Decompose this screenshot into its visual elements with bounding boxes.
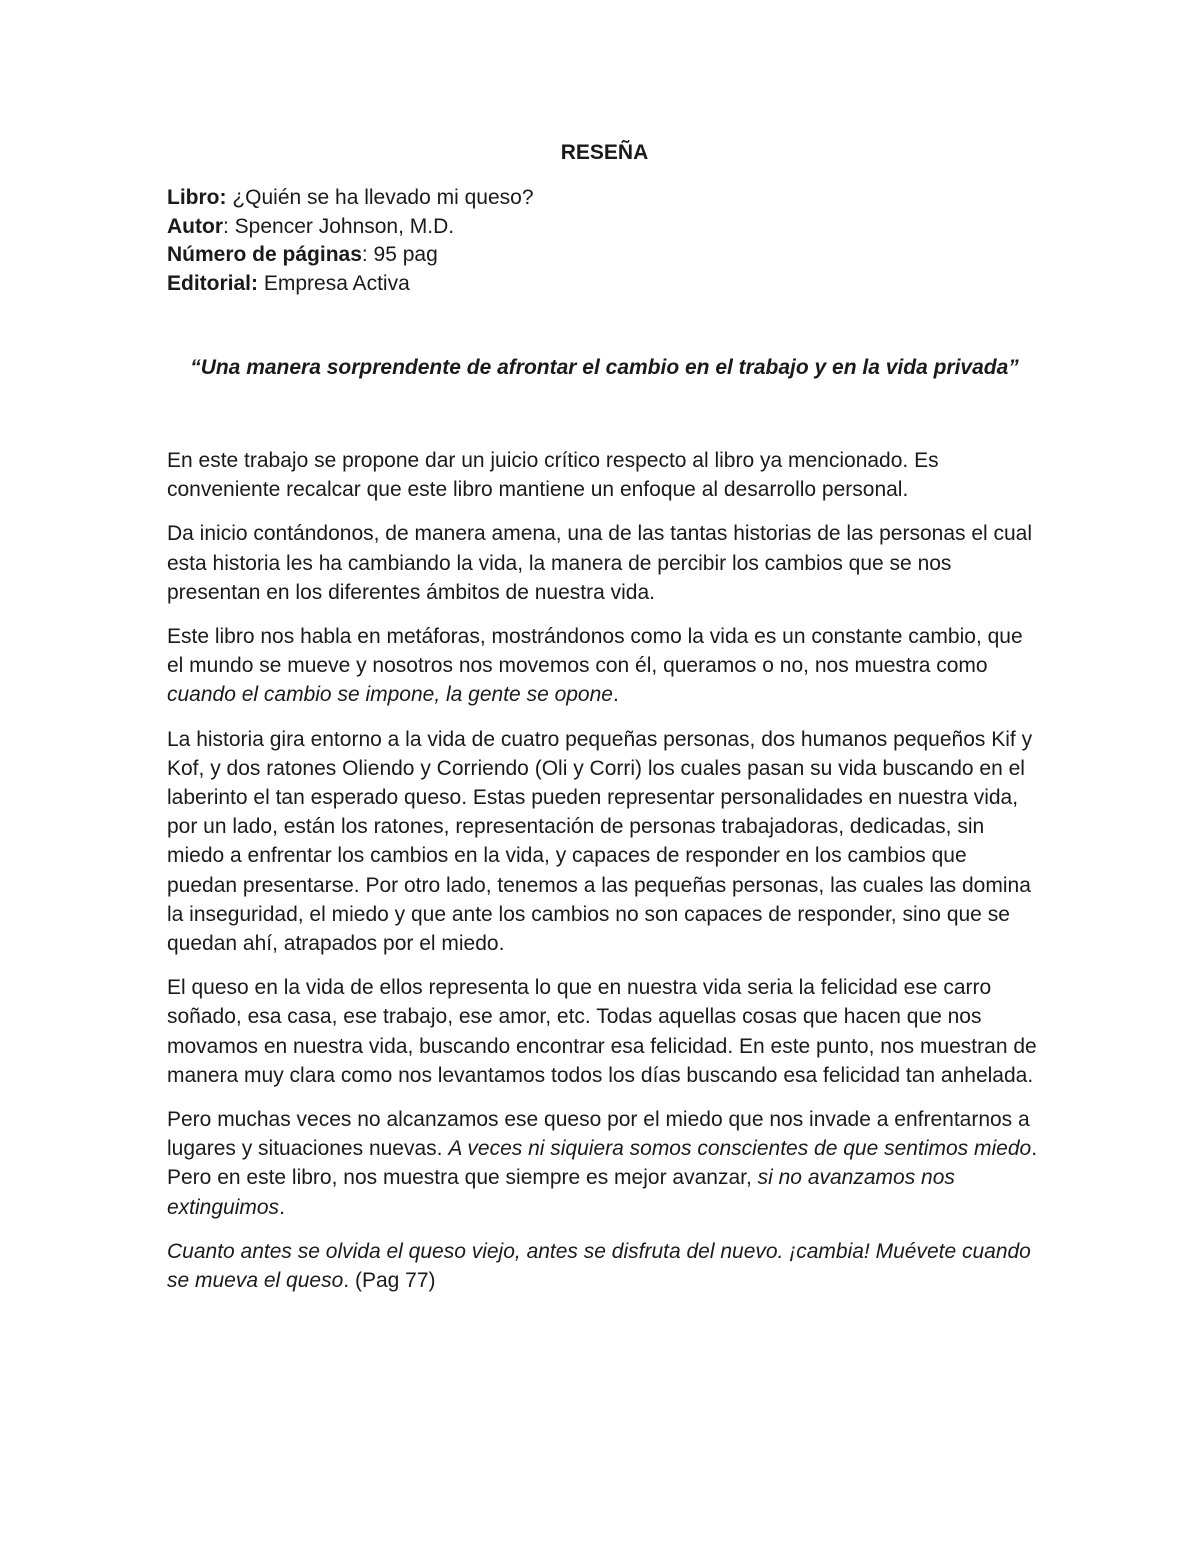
review-body: [167, 446, 1042, 1295]
author-label: Autor: [167, 214, 223, 238]
paragraph-3-end: .: [612, 683, 619, 707]
paragraph-2: Da inicio contándonos, de manera amena, una de las tantas historias de las personas el cual esta historia les ha cambiando la vida, la manera de percibir los cambios que se nos presentan en los diferentes ámbitos de nuestra vida.: [167, 522, 1033, 604]
paragraph-6-end: .: [279, 1195, 285, 1219]
book-metadata: [167, 184, 1042, 298]
paragraph-4: La historia gira entorno a la vida de cuatro pequeñas personas, dos humanos pequeños Kif y Kof, y dos ratones Oliendo y Corriendo (Oli y Corri) los cuales pasan su vida buscando en el laberinto el tan esperado queso. Estas pueden representar personalidades en nuestra vida, por un lado, están los ratones, representación de personas trabajadoras, dedicadas, sin miedo a enfrentar los cambios en la vida, y capaces de responder en los cambios que puedan presentarse. Por otro lado, tenemos a las pequeñas personas, las cuales las domina la inseguridad, el miedo y que ante los cambios no son capaces de responder, sino que se quedan ahí, atrapados por el miedo.: [167, 727, 1033, 956]
paragraph-1: En este trabajo se propone dar un juicio crítico respecto al libro ya mencionado. Es conveniente recalcar que este libro mantiene un enfoque al desarrollo personal.: [167, 449, 939, 502]
author-line: [167, 213, 1042, 242]
pages-label: Número de páginas: [167, 243, 362, 266]
paragraph-6-text-2: . Pero en este libro, nos muestra que siempre es mejor avanzar,: [167, 1137, 1038, 1190]
paragraph-3-emphasis: cuando el cambio se impone, la gente se opone: [167, 683, 613, 707]
paragraph-6-text: Pero muchas veces no alcanzamos ese queso por el miedo que nos invade a enfrentarnos a lugares y situaciones nuevas.: [167, 1108, 1030, 1161]
closing-quote: Cuanto antes se olvida el queso viejo, antes se disfruta del nuevo. ¡cambia! Muévete cuando se mueva el queso: [167, 1239, 1031, 1293]
publisher-line: [167, 270, 1042, 299]
publisher-value: Empresa Activa: [258, 271, 410, 295]
book-value: ¿Quién se ha llevado mi queso?: [226, 186, 534, 209]
document-page: [167, 138, 1042, 1295]
pages-value: : 95 pag: [361, 243, 438, 266]
book-label: Libro:: [167, 186, 227, 209]
subtitle-quote: “Una manera sorprendente de afrontar el cambio en el trabajo y en la vida privada”: [190, 356, 1019, 379]
paragraph-6-emphasis-1: A veces ni siquiera somos conscientes de que sentimos miedo: [448, 1137, 1032, 1161]
paragraph-3-text: Este libro nos habla en metáforas, mostrándonos como la vida es un constante cambio, que el mundo se mueve y nosotros nos movemos con él, queramos o no, nos muestra como: [167, 625, 1023, 678]
paragraph-3: [167, 622, 1042, 710]
paragraph-6-emphasis-2: si no avanzamos nos extinguimos: [167, 1166, 955, 1219]
page-reference: . (Pag 77): [343, 1269, 436, 1293]
book-line: [167, 184, 1042, 213]
paragraph-5: El queso en la vida de ellos representa lo que en nuestra vida seria la felicidad ese carro soñado, esa casa, ese trabajo, ese amor, etc. Todas aquellas cosas que hacen que nos movamos en nuestra vida, buscando encontrar esa felicidad. En este punto, nos muestran de manera muy clara como nos levantamos todos los días buscando esa felicidad tan anhelada.: [167, 976, 1037, 1087]
paragraph-6: [167, 1105, 1042, 1222]
publisher-label: Editorial:: [167, 271, 259, 295]
document-title: RESEÑA: [560, 141, 649, 164]
pages-line: [167, 241, 1042, 270]
author-value: : Spencer Johnson, M.D.: [223, 214, 455, 238]
paragraph-7: [167, 1237, 1042, 1295]
